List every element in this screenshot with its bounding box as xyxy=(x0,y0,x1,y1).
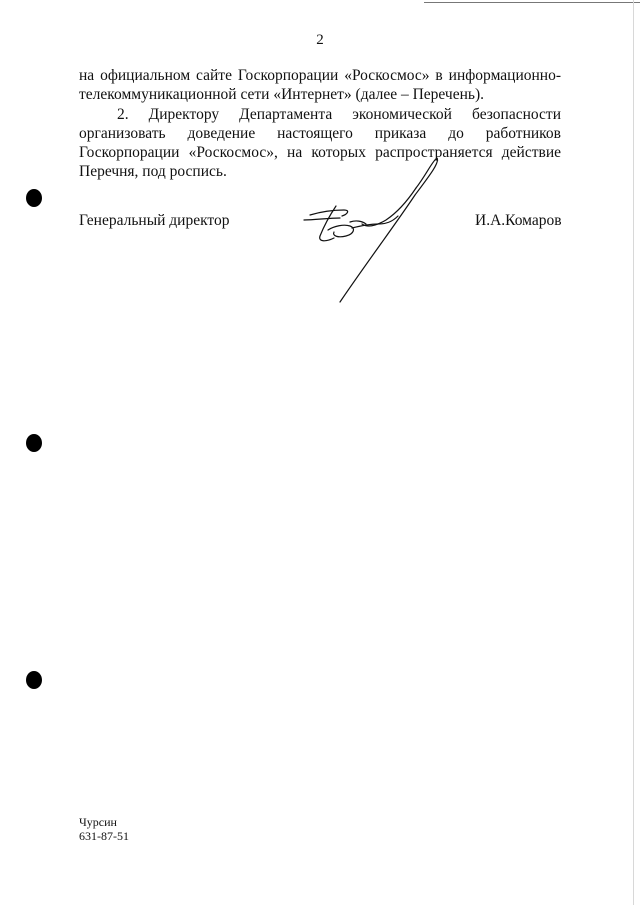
paragraph-line: телекоммуникационной сети «Интернет» (далее – Перечень). xyxy=(79,86,485,103)
handwritten-signature xyxy=(290,150,450,305)
paragraph-line: 2. Директору Департамента экономической безопасности xyxy=(117,106,561,123)
executor-name: Чурсин xyxy=(79,815,117,829)
punch-hole-mark xyxy=(26,671,42,689)
punch-hole-mark xyxy=(26,434,42,452)
executor-info xyxy=(79,815,129,843)
paragraph-line: организовать доведение настоящего приказа до работников xyxy=(79,125,561,142)
executor-phone: 631-87-51 xyxy=(79,829,129,843)
paragraph-line: Госкорпорации «Роскосмос», на которых распространяется действие xyxy=(79,144,561,161)
page-number: 2 xyxy=(316,32,324,48)
punch-hole-mark xyxy=(26,189,42,207)
signatory-name: И.А.Комаров xyxy=(475,212,562,229)
scan-right-edge-line xyxy=(633,0,634,905)
paragraph-line: Перечня, под роспись. xyxy=(79,163,227,180)
scan-top-edge-line xyxy=(424,2,640,3)
signatory-title: Генеральный директор xyxy=(79,212,230,229)
paragraph-line: на официальном сайте Госкорпорации «Роскосмос» в информационно- xyxy=(79,67,561,84)
paragraph-continuation xyxy=(79,66,561,104)
